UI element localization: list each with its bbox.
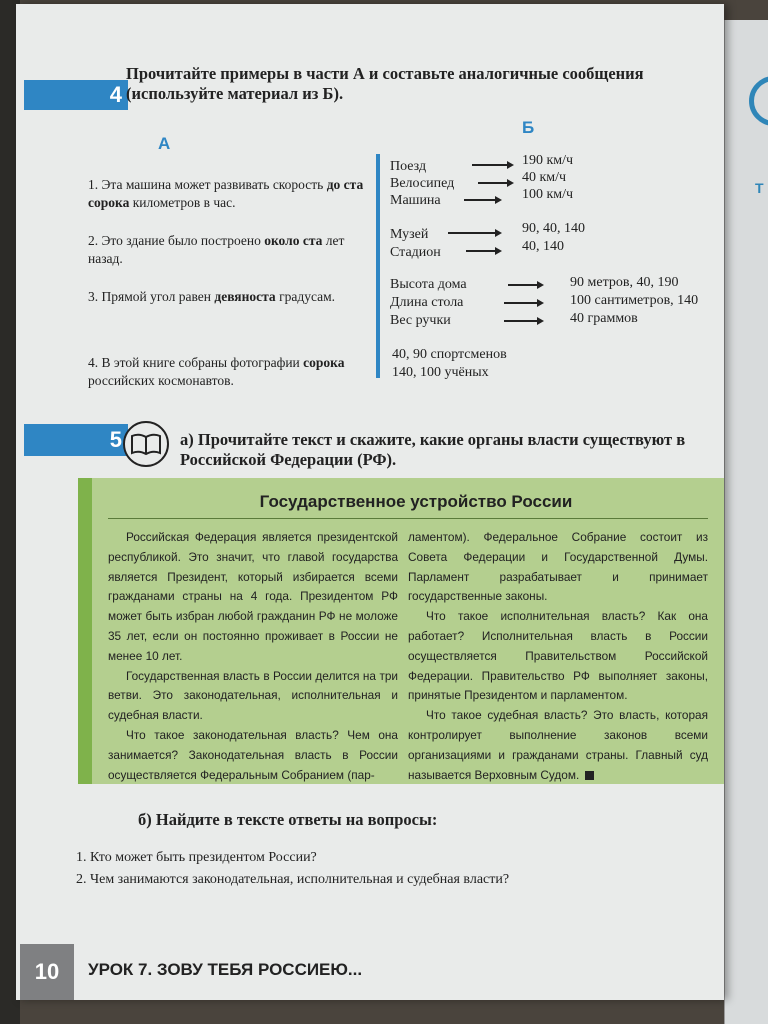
- end-mark-icon: [585, 771, 594, 780]
- next-page-edge: [724, 20, 768, 1024]
- page-footer: [16, 944, 724, 1000]
- question-item: 2. Чем занимаются законодательная, исполнительная и судебная власти?: [76, 872, 510, 887]
- task-4-heading: Прочитайте примеры в части А и составьте аналогичные сообщения (используйте материал из Б).: [126, 64, 644, 103]
- b-value: 190 км/ч: [522, 153, 574, 168]
- arrow-icon: [504, 302, 542, 304]
- task-number-badge: 4: [24, 80, 128, 110]
- b-label: Поезд: [390, 159, 427, 174]
- column-a-title: А: [158, 134, 171, 153]
- arrow-icon: [448, 232, 500, 234]
- arrow-icon: [472, 164, 512, 166]
- title-divider: [108, 518, 708, 519]
- b-value: 90 метров, 40, 190: [570, 275, 679, 290]
- b-value: 40 граммов: [570, 311, 638, 326]
- b-label: Стадион: [390, 245, 441, 260]
- paragraph: Российская Федерация является президентской республикой. Это значит, что главой государства является Президент, который избирается всеми гражданами страны на 4 года. Президентом РФ может быть избран любой гражданин РФ не моложе 35 лет, если он постоянно проживает в России не менее 10 лет.: [108, 530, 398, 663]
- task-5-heading-b: б) Найдите в тексте ответы на вопросы:: [138, 810, 438, 829]
- b-label: Музей: [390, 227, 429, 242]
- example-item: 1. Эта машина может развивать скорость до ста сорока километров в час.: [88, 177, 364, 210]
- text-column-right: [408, 528, 708, 785]
- arrow-icon: [478, 182, 512, 184]
- textbook-page: [16, 4, 724, 1000]
- page-number: 10: [20, 944, 74, 1000]
- b-label: Длина стола: [390, 295, 464, 310]
- next-page-fragment: Т: [755, 180, 764, 196]
- b-label: Вес ручки: [390, 313, 451, 328]
- b-value: 40, 90 спортсменов: [392, 347, 507, 362]
- b-value: 90, 40, 140: [522, 221, 585, 236]
- example-item: 4. В этой книге собраны фотографии сорока российских космонавтов.: [88, 355, 345, 388]
- reading-text-box: [78, 478, 724, 784]
- column-b-title: Б: [522, 118, 535, 137]
- paragraph: Что такое исполнительная власть? Как она работает? Исполнительная власть в России осуществляется Правительством Российской Федерации. Правительство РФ выполняет законы, принятые Президентом и парламентом.: [408, 609, 708, 703]
- paragraph: Государственная власть в России делится на три ветви. Это законодательная, исполнительная и судебная власти.: [108, 668, 398, 723]
- b-label: Высота дома: [390, 277, 467, 292]
- text-title: Государственное устройство России: [259, 492, 573, 511]
- text-box-strip: [78, 478, 92, 784]
- question-item: 1. Кто может быть президентом России?: [76, 850, 317, 865]
- paragraph: ламентом). Федеральное Собрание состоит из Совета Федерации и Государственной Думы. Парламент разрабатывает и принимает государственные законы.: [408, 530, 708, 604]
- column-divider: [376, 154, 380, 378]
- b-value: 100 сантиметров, 140: [570, 293, 699, 308]
- arrow-icon: [466, 250, 500, 252]
- paragraph: Что такое судебная власть? Это власть, которая контролирует выполнение законов всеми организациями и гражданами страны. Главный суд называется Верховным Судом.: [408, 708, 708, 782]
- example-item: 3. Прямой угол равен девяноста градусам.: [88, 289, 336, 304]
- arrow-icon: [464, 199, 500, 201]
- text-column-left: [108, 528, 398, 785]
- b-value: 40, 140: [522, 239, 564, 254]
- b-value: 40 км/ч: [522, 170, 567, 185]
- next-page-circle: [749, 76, 768, 126]
- lesson-title: УРОК 7. ЗОВУ ТЕБЯ РОССИЕЮ...: [88, 960, 363, 979]
- example-item: 2. Это здание было построено около ста лет назад.: [88, 233, 345, 266]
- b-value: 100 км/ч: [522, 187, 574, 202]
- paragraph: Что такое законодательная власть? Чем она занимается? Законодательная власть в России осуществляется Федеральным Собранием (пар-: [108, 727, 398, 782]
- b-label: Машина: [390, 193, 441, 208]
- book-icon: [122, 420, 170, 468]
- task-5-heading-a: а) Прочитайте текст и скажите, какие органы власти существуют в Российской Федерации (РФ).: [180, 430, 686, 469]
- b-label: Велосипед: [390, 176, 455, 191]
- b-value: 140, 100 учёных: [392, 365, 489, 380]
- task-number-badge: 5: [24, 424, 128, 456]
- arrow-icon: [508, 284, 542, 286]
- arrow-icon: [504, 320, 542, 322]
